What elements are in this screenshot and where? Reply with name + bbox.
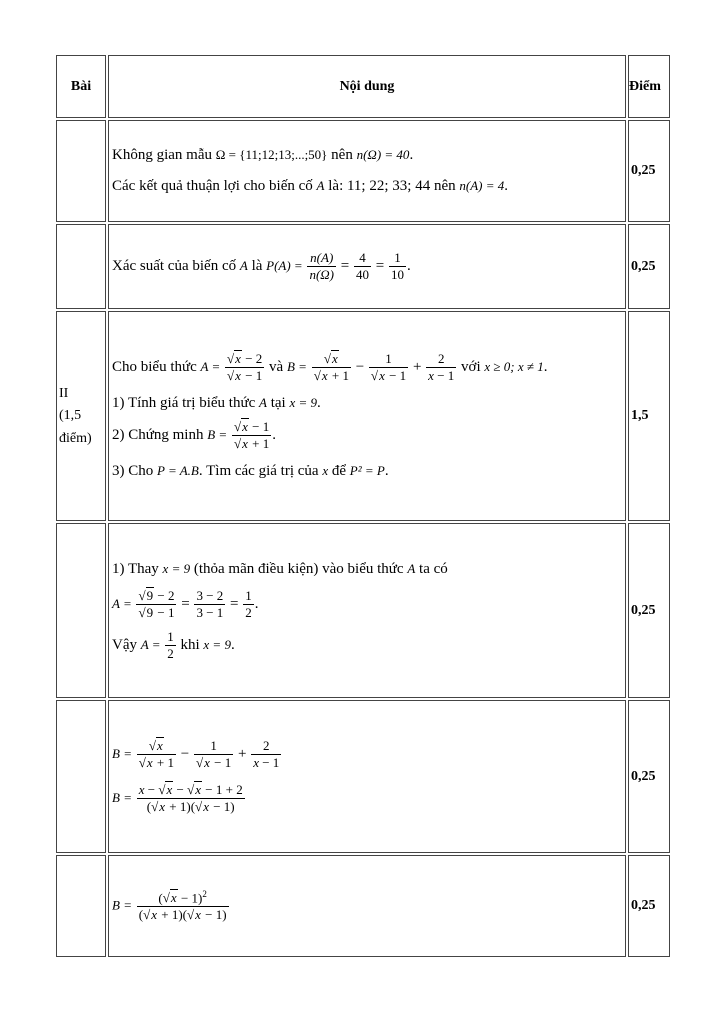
header-bai: Bài xyxy=(56,55,106,118)
score-cell: 0,25 xyxy=(628,120,670,222)
content-solution-2b: B = $\frac{(√x - 1)^2}{(√x + 1)(√x - 1)}$ xyxy=(108,855,626,957)
score-cell: 0,25 xyxy=(628,855,670,957)
answer-table xyxy=(54,53,672,959)
content-probability: Xác suất của biến cố A là P(A) = $\frac{n(A)}{n(\Omega)}$ = $\frac{4}{40}$ = $\frac{1}{10}$ . xyxy=(108,224,626,310)
bai-cell-empty xyxy=(56,224,106,310)
content-problem-II: Cho biểu thức A = $\frac{√x - 2}{√x - 1}$ và B = $\frac{√x}{√x + 1}$ − $\frac{1}{√x - 1}$ + $\frac{2}{x - 1}$ với x ≥ 0; x ≠ 1. 1) Tính giá trị biểu thức A tại x = 9. 2) Chứng minh B = $\frac{√x - 1}{√x + 1}$ . 3) Cho P = A.B. Tìm các giá trị của x để P² = P. xyxy=(108,311,626,521)
bai-cell-empty xyxy=(56,120,106,222)
bai-cell-II xyxy=(56,311,106,521)
bai-cell-empty xyxy=(56,523,106,698)
content-solution-1: 1) Thay x = 9 (thỏa mãn điều kiện) vào biểu thức A ta có A = $\frac{√9 - 2}{√9 - 1}$ = $\frac{3 - 2}{3 - 1}$ = $\frac{1}{2}$ . Vậy A = $\frac{1}{2}$ khi x = 9. xyxy=(108,523,626,698)
score-cell: 0,25 xyxy=(628,224,670,310)
bai-points: (1,5 điểm) xyxy=(59,408,92,446)
score-cell: 1,5 xyxy=(628,311,670,521)
score-cell: 0,25 xyxy=(628,700,670,853)
score-cell: 0,25 xyxy=(628,523,670,698)
content-sample-space: Không gian mẫu Ω = {11;12;13;...;50} nên n(Ω) = 40. Các kết quả thuận lợi cho biến cố A là: 11; 22; 33; 44 nên n(A) = 4. xyxy=(108,120,626,222)
content-solution-2a: B = $\frac{√x}{√x + 1}$ − $\frac{1}{√x - 1}$ + $\frac{2}{x - 1}$ B = $\frac{x - √x - √x - 1 + 2}{(√x + 1)(√x - 1)}$ xyxy=(108,700,626,853)
bai-number: II xyxy=(59,385,69,401)
bai-cell-empty xyxy=(56,700,106,853)
bai-cell-empty xyxy=(56,855,106,957)
header-diem: Điểm xyxy=(628,55,670,118)
header-noidung: Nội dung xyxy=(108,55,626,118)
